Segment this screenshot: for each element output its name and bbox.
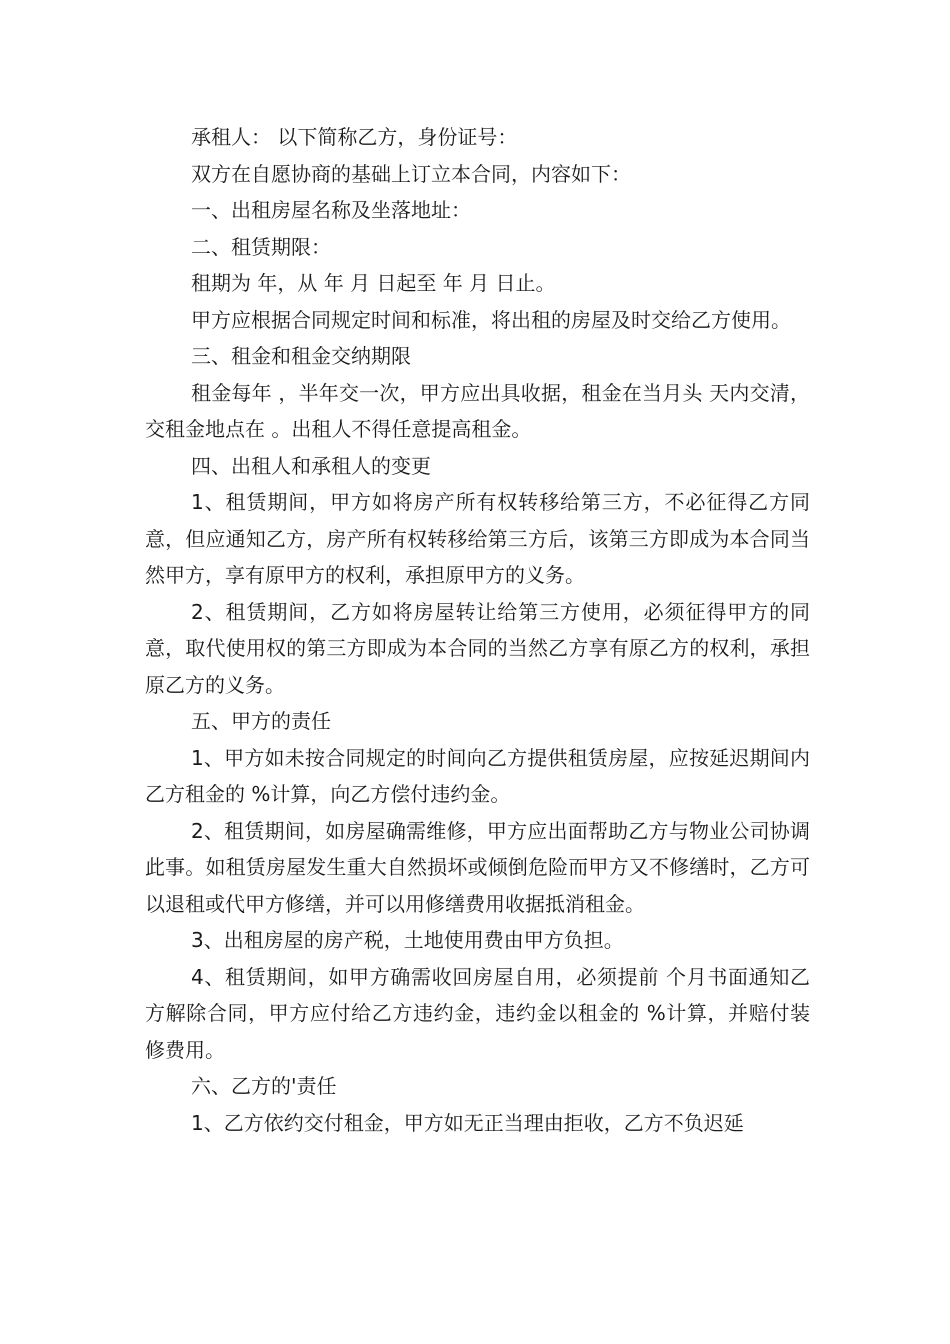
section-heading-lessee-duty: 六、乙方的'责任 bbox=[191, 1074, 337, 1098]
section-heading-rent-payment: 三、租金和租金交纳期限 bbox=[191, 344, 411, 368]
paragraph-agreement-intro: 双方在自愿协商的基础上订立本合同，内容如下： bbox=[191, 161, 631, 186]
contract-body bbox=[145, 119, 810, 1141]
paragraph-lessee-info: 承租人： 以下简称乙方，身份证号： bbox=[191, 125, 518, 149]
section-heading-lease-term: 二、租赁期限： bbox=[191, 234, 331, 259]
paragraph-lease-period: 租期为 年，从 年 月 日起至 年 月 日止。 bbox=[191, 271, 556, 295]
clause-4-1: 1、租赁期间，甲方如将房产所有权转移给第三方，不必征得乙方同意，但应通知乙方，房产所有权转移给第三方后，该第三方即成为本合同当然甲方，享有原甲方的权利，承担原甲方的义务。 bbox=[145, 490, 810, 587]
paragraph-handover: 甲方应根据合同规定时间和标准，将出租的房屋及时交给乙方使用。 bbox=[191, 307, 791, 332]
section-heading-party-change: 四、出租人和承租人的变更 bbox=[191, 453, 431, 478]
clause-4-2: 2、租赁期间，乙方如将房屋转让给第三方使用，必须征得甲方的同意，取代使用权的第三方即成为本合同的当然乙方享有原乙方的权利，承担原乙方的义务。 bbox=[145, 599, 810, 697]
section-heading-property-address: 一、出租房屋名称及坐落地址： bbox=[191, 198, 471, 222]
clause-6-1: 1、乙方依约交付租金，甲方如无正当理由拒收，乙方不负迟延 bbox=[191, 1110, 744, 1135]
clause-5-3: 3、出租房屋的房产税，土地使用费由甲方负担。 bbox=[191, 928, 624, 952]
paragraph-rent-terms: 租金每年 ，半年交一次，甲方应出具收据，租金在当月头 天内交清，交租金地点在 。出租人不得任意提高租金。 bbox=[145, 380, 810, 441]
clause-5-1: 1、甲方如未按合同规定的时间向乙方提供租赁房屋，应按延迟期间内乙方租金的 %计算，向乙方偿付违约金。 bbox=[145, 745, 810, 806]
section-heading-lessor-duty: 五、甲方的责任 bbox=[191, 709, 331, 733]
clause-5-4: 4、租赁期间，如甲方确需收回房屋自用，必须提前 个月书面通知乙方解除合同，甲方应付给乙方违约金，违约金以租金的 %计算，并赔付装修费用。 bbox=[145, 964, 810, 1062]
clause-5-2: 2、租赁期间，如房屋确需维修，甲方应出面帮助乙方与物业公司协调此事。如租赁房屋发生重大自然损坏或倾倒危险而甲方又不修缮时，乙方可以退租或代甲方修缮，并可以用修缮费用收据抵消租金。 bbox=[145, 818, 810, 916]
